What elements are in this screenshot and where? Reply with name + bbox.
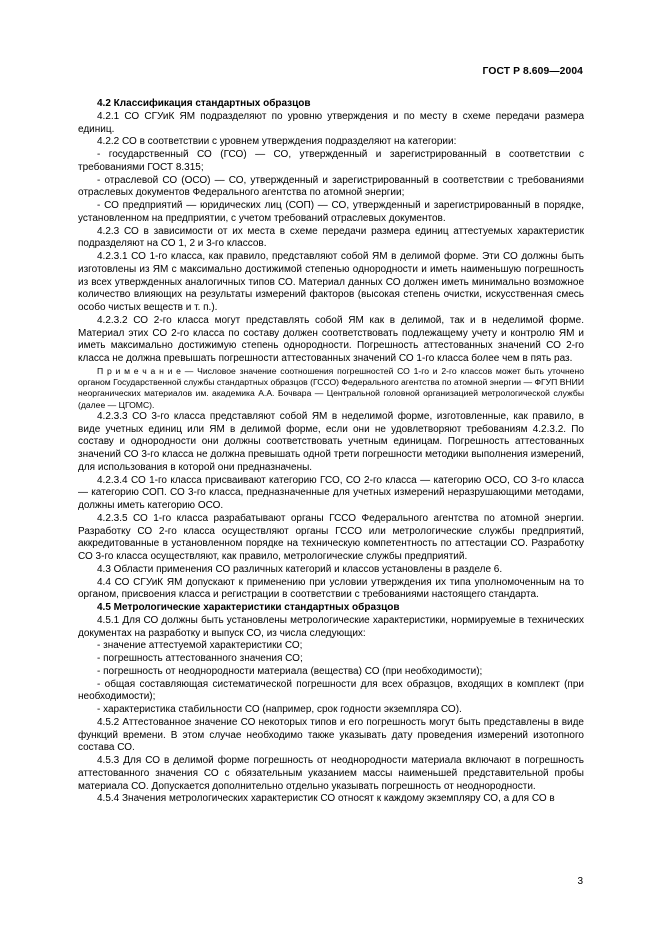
section-heading-4-2: 4.2 Классификация стандартных образцов: [97, 98, 311, 109]
list-item-systematic: - общая составляющая систематической погрешности для всех образцов, входящих в комплект (при необходимости);: [78, 678, 584, 703]
paragraph-4-3: 4.3 Области применения СО различных категорий и классов установлены в разделе 6.: [97, 563, 503, 575]
paragraph-4-5-4: 4.5.4 Значения метрологических характеристик СО относят к каждому экземпляру СО, а для СО в: [97, 793, 555, 805]
paragraph-4-2-3-1: 4.2.3.1 СО 1-го класса, как правило, представляют собой ЯМ в делимой форме. Эти СО должны быть изготовлены из ЯМ с максимально достижимой степенью однородности и иметь наименьшую погрешность из всех утвержденных аналогичных типов СО. Материал данных СО должен иметь минимально возможное количество влияющих на результаты измерений факторов (высокая степень очистки, искусственная смесь особо чистых веществ и т. п.).: [78, 251, 584, 313]
paragraph-4-5-3: 4.5.3 Для СО в делимой форме погрешность от неоднородности материала включают в погрешность аттестованного значения СО с обязательным указанием массы наименьшей представительной пробы материала СО. Допускается дополнительно отдельно указывать погрешность от неоднородности.: [78, 755, 584, 792]
section-heading-4-5: 4.5 Метрологические характеристики стандартных образцов: [97, 602, 400, 614]
list-item-stability: - характеристика стабильности СО (например, срок годности экземпляра СО).: [97, 704, 462, 716]
list-item-error: - погрешность аттестованного значения СО;: [97, 653, 303, 665]
paragraph-4-2-3-4: 4.2.3.4 СО 1-го класса присваивают категорию ГСО, СО 2-го класса — категорию ОСО, СО 3-го класса — категорию СОП. СО 3-го класса, предназначенные для учетных измерений неразрушающими методами, должны иметь категорию ОСО.: [78, 474, 584, 512]
paragraph-4-2-1: 4.2.1 СО СГУиК ЯМ подразделяют по уровню утверждения и по месту в схеме передачи размера единиц.: [78, 110, 584, 135]
paragraph-4-2-3-3: 4.2.3.3 СО 3-го класса представляют собой ЯМ в неделимой форме, изготовленные, как правило, в виде учетных единиц или ЯМ в делимой форме, если они не удовлетворяют требованиям 4.2.3.2. По составу и однородности они должны соответствовать учетным единицам. Погрешность аттестованных значений СО 3-го класса не должна превышать одной трети погрешности методики выполнения измерений, для использования в которой они предназначены.: [78, 410, 584, 473]
paragraph-4-4: 4.4 СО СГУиК ЯМ допускают к применению при условии утверждения их типа уполномоченным на то органом, присвоения класса и регистрации в соответствии с требованиями настоящего стандарта.: [78, 576, 584, 601]
list-item-oso: - отраслевой СО (ОСО) — СО, утвержденный и зарегистрированный в соответствии с требованиями отраслевых документов Федерального агентства по атомной энергии;: [78, 174, 584, 199]
page-number: 3: [577, 876, 583, 887]
paragraph-4-5-1: 4.5.1 Для СО должны быть установлены метрологические характеристики, нормируемые в технических документах на разработку и выпуск СО, из числа следующих:: [78, 614, 584, 639]
paragraph-4-2-3: 4.2.3 СО в зависимости от их места в схеме передачи размера единиц аттестуемых характеристик подразделяют на СО 1, 2 и 3-го классов.: [78, 225, 584, 250]
standard-code-header: ГОСТ Р 8.609—2004: [482, 66, 583, 77]
list-item-value: - значение аттестуемой характеристики СО;: [97, 640, 303, 652]
list-item-sop: - СО предприятий — юридических лиц (СОП) — СО, утвержденный и зарегистрированный в порядке, установленном на предприятии, с учетом требований отраслевых документов.: [78, 200, 584, 224]
document-body: [78, 98, 584, 806]
paragraph-4-2-3-2: 4.2.3.2 СО 2-го класса могут представлять собой ЯМ как в делимой, так и в неделимой форме. Материал этих СО 2-го класса по составу должен соответствовать подлежащему учету и контролю ЯМ и иметь максимально достижимую степень однородности. Погрешность аттестованных значений СО 2-го класса не должна превышать погрешности аттестованных значений СО 1-го класса более чем в пять раз.: [78, 314, 584, 364]
paragraph-4-5-2: 4.5.2 Аттестованное значение СО некоторых типов и его погрешность могут быть представлены в виде функций времени. В этом случае необходимо также указывать дату проведения измерений изотопного состава СО.: [78, 716, 584, 754]
paragraph-4-2-3-5: 4.2.3.5 СО 1-го класса разрабатывают органы ГССО Федерального агентства по атомной энергии. Разработку СО 2-го класса осуществляют органы ГССО или метрологические службы предприятий, аккредитованные в установленном порядке на техническую компетентность по аттестации СО. Разработку СО 3-го класса осуществляют, как правило, метрологические службы предприятий.: [78, 512, 584, 563]
list-item-inhomogeneity: - погрешность от неоднородности материала (вещества) СО (при необходимости);: [97, 665, 483, 677]
note-paragraph: П р и м е ч а н и е — Числовое значение соотношения погрешностей СО 1-го и 2-го классов может быть уточнено органом Государственной службы стандартных образцов (ГССО) Федерального агентства по атомной энергии — ФГУП ВНИИ неорганических материалов им. академика А.А. Бочвара — Центральной головной организацией метрологической службы (далее — ЦГОМС).: [78, 365, 584, 410]
list-item-gso: - государственный СО (ГСО) — СО, утвержденный и зарегистрированный в соответствии с требованиями ГОСТ 8.315;: [78, 149, 584, 173]
paragraph-4-2-2: 4.2.2 СО в соответствии с уровнем утверждения подразделяют на категории:: [97, 136, 457, 148]
